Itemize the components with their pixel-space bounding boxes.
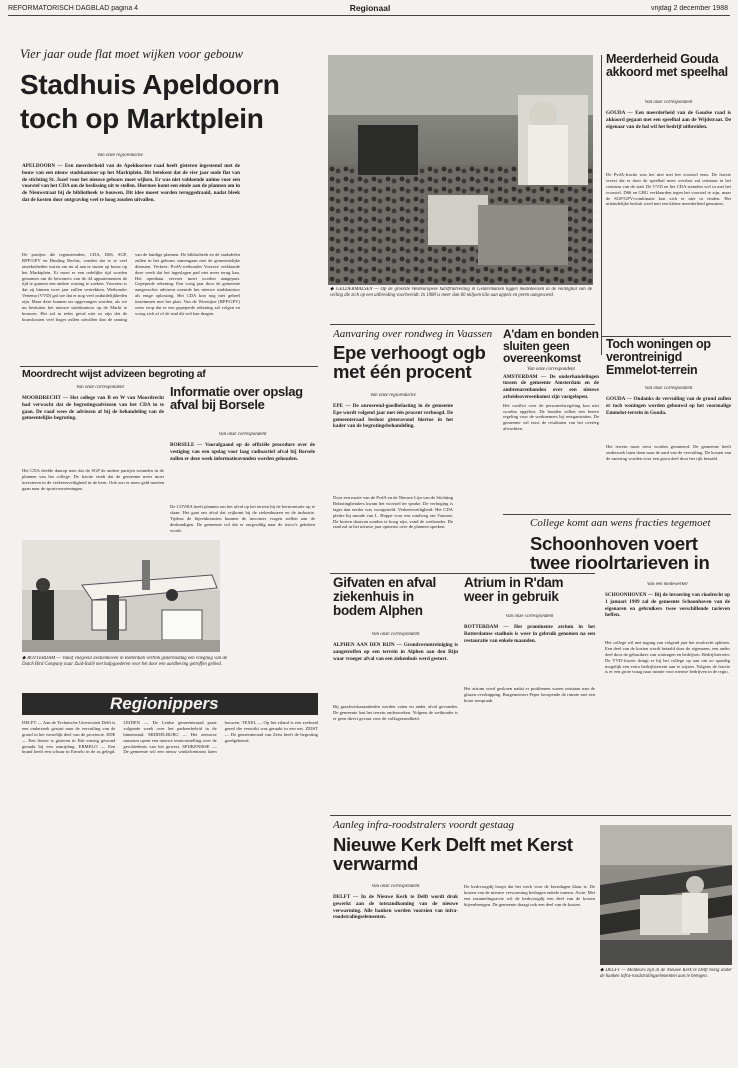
schoonhoven-rule: [503, 514, 731, 515]
church-body-cont: [600, 1004, 732, 1060]
vaassen-body: Door een motie van de PvdA en de Nieuwe Lijn van de Stichting Belastingbetalers kwam het voorstel ter sprake. De verhoging is lager dan eerder was voorgesteld. Verkeersveiligheid: Het CDA pleitte bij monde van L. Hoppe voor een rondweg om Vaassen. De kosten daarvan zouden te hoog zijn, vond de wethouder. De raad zal in het nieuwe jaar opnieuw over de plannen spreken.: [333, 495, 453, 530]
airport-photo: [22, 540, 220, 652]
schoonhoven-lede: SCHOONHOVEN — Bij de invoering van rioolrecht op 1 januari 1989 zal de gemeente Schoonhoven van de eigenaren en gebruikers twee verschillende tarieven heffen.: [605, 592, 730, 619]
atrium-headline: Atrium in R'dam weer in gebruik: [464, 576, 564, 604]
nieuwekerk-rule: [330, 815, 731, 816]
ziekenhuis-byline: Van onze correspondent: [371, 632, 420, 637]
moordrecht-lede: MOORDRECHT — Het college van B en W van Moordrecht had verwacht dat de begrotingsadviezen van het CDA in te gaan. De raad wees de adviezen af bij de behandeling van de gemeentelijke begroting.: [22, 395, 164, 422]
emmelot-headline: Toch woningen op verontreinigd Emmelot-terrein: [606, 338, 711, 377]
church-photo: [600, 825, 732, 965]
ziekenhuis-lede: ALPHEN AAN DEN RIJN — Grondverontreiniging is aangetroffen op een terrein in Alphen aan den Rijn waar vroeger afval van een ziekenhuis werd gestort.: [333, 642, 458, 662]
atrium-body: Het atrium werd gesloten nadat er problemen waren ontstaan met de glazen overkapping. Burgemeester Peper heropende de ruimte met een korte toespraak.: [464, 686, 595, 703]
atrium-byline: Van onze correspondent: [505, 614, 554, 619]
header-left: REFORMATORISCH DAGBLAD pagina 4: [8, 5, 139, 12]
market-photo-caption: ◆ GELDERMALSEN — Op de grootste Westeuropese hardfruitveiling in Geldermalsen liggen mededeelsen in de veilinghal van de veiling die zich op een uitbreiding voorbereidt. In 1988 is meer dan 60 miljoen kilo aan appels en peren aangevoerd.: [330, 287, 592, 299]
atrium-lede: ROTTERDAM — Het prominente atrium in het Rotterdamse stadhuis is weer in gebruik genomen na een restauratie van enkele maanden.: [464, 624, 595, 644]
moordrecht-body: Het CDA deelde daarop mee dat de SGP de andere partijen steunden in de plannen van het college. De fractie vindt dat de gemeente meer moet investeren in de verkeersveiligheid in de kern. Ook zou er meer geld moeten gaan naar de sportvoorzieningen.: [22, 468, 164, 491]
vaassen-headline: Epe verhoogt ogb met één procent: [333, 344, 486, 382]
regionippers-title: Regionippers: [110, 694, 219, 713]
airport-photo-caption: ◆ ROTTERDAM — Vanaf vliegveld Zestienhoven in Rotterdam vertrok gistermiddag een vliegtuig van de Dutch Bird Company naar Zuid-Italië met hulpgoederen voor het door een aardbeving getroffen gebied.: [22, 656, 227, 668]
regionippers-banner: [22, 693, 318, 715]
vaassen-rule: [330, 324, 595, 325]
borsele-lede: BORSELE — Voorafgaand op de officiële procedure over de vestiging van een opslag voor laag radioactief afval bij Borsele zullen er deze week informatieavonden worden gehouden.: [170, 442, 315, 462]
gouda-lede: GOUDA — Een meerderheid van de Goudse raad is akkoord gegaan met een speelhal aan de Wijdstraat. De eigenaar van de hal wil het bedrijf uitbreiden.: [606, 110, 731, 130]
apeldoorn-headline-2: toch op Marktplein: [20, 105, 264, 134]
ziekenhuis-headline: Gifvaten en afval ziekenhuis in bodem Alphen: [333, 576, 436, 618]
borsele-body: De COVRA heeft plannen om het afval op het terrein bij de kerncentrale op te slaan. Het gaat om afval dat vrijkomt bij de ziekenhuizen en de industrie. Tijdens de bijeenkomsten kunnen de inwoners vragen stellen aan de deskundigen. De gemeente wil dat er zorgvuldig naar de risico's gekeken wordt.: [170, 504, 315, 533]
airport-caption-text: ROTTERDAM — Vanaf vliegveld Zestienhoven in Rotterdam vertrok gistermiddag een vliegtuig van de Dutch Bird Company naar Zuid-Italië met hulpgoederen voor het door een aardbeving getroffen gebied.: [22, 656, 227, 668]
schoonhoven-kicker: College komt aan wens fracties tegemoet: [530, 517, 711, 529]
header-rule: [8, 15, 730, 16]
gouda-column-rule: [601, 55, 602, 355]
nieuwekerk-kicker: Aanleg infra-roodstralers voordt gestaag: [333, 819, 514, 831]
church-caption-text: DELFT — Monteurs zijn in de Nieuwe Kerk te Delft bezig onder de banken infra-roodstralingselementen aan te brengen.: [600, 968, 732, 980]
adam-byline: Van onze correspondent: [527, 366, 575, 372]
church-photo-caption: ◆ DELFT — Monteurs zijn in de Nieuwe Kerk te Delft bezig onder de banken infra-roodstralingselementen aan te brengen.: [600, 968, 732, 980]
apeldoorn-lede: APELDOORN — Een meerderheid van de Apeldoornse raad heeft gisteren ingestemd met de bouw van een nieuw stadskantoor op het Marktplein. Dit betekent dat de vier jaar oude flat van de stichting St. Jozef voor het nieuwe gebouw moet wijken. Er was niet voldoende animo voor een voorstel van het CDA om de beslissing uit te stellen. Hiermee komt een einde aan de plannen om in de Nieuwstraat bij de bibliotheek te bouwen. Dit idee moest worden teruggedraaid, nadat bleek dat de kosten door ontgraving veel te hoog zouden uitvallen.: [22, 163, 240, 203]
nieuwekerk-headline: Nieuwe Kerk Delft met Kerst verwarmd: [333, 836, 573, 874]
moordrecht-byline: Van onze correspondent: [76, 385, 124, 390]
airport-photo-image: [22, 540, 220, 652]
emmelot-body: Het terrein moet eerst worden gesaneerd. De gemeente heeft onderzoek laten doen naar de aard van de vervuiling. De kosten van de sanering worden voor een groot deel door het rijk betaald.: [606, 444, 731, 461]
adam-article: [503, 328, 599, 514]
regionippers-body: DELFT — Aan de Technische Universiteit Delft is een onderzoek gestart naar de vervuiling van de grond in het westelijk deel van de provincie. EDE — Een fietser is gisteren in Ede ernstig gewond geraakt bij een aanrijding. ERMELO — Een brand heeft een schuur in Ermelo in de as gelegd. LEIDEN — De Leidse gemeenteraad praat volgende week over het parkeerbeleid in de binnenstad. MIDDELBURG — Het zeeuwse museum opent een nieuwe tentoonstelling over de geschiedenis van het gewest. SPIJKENISSE — De gemeente wil een nieuw winkelcentrum laten bouwen. TEXEL — Op het eiland is een zeehond gered die verstrikt was geraakt in een net. ZEIST — De gemeenteraad van Zeist heeft de begroting goedgekeurd.: [22, 720, 318, 755]
market-photo-image: [328, 55, 593, 285]
adam-body: Het conflict over de personeelsregeling kon niet worden opgelost. De bonden willen een betere regeling voor de werknemers bij reorganisaties. De gemeente wil eerst de resultaten van het overleg afwachten.: [503, 402, 599, 432]
emmelot-byline: Van onze correspondent: [644, 386, 693, 391]
ziekenhuis-body: Bij graafwerkzaamheden werden vaten en ander afval gevonden. De gemeente laat het terrein onderzoeken. Volgens de wethouder is er geen direct gevaar voor de volksgezondheid.: [333, 704, 458, 721]
adam-lede: AMSTERDAM — De onderhandelingen tussen de gemeente Amsterdam en de ambtenarenbonden over een nieuwe arbeidsovereenkomst zijn vastgelopen.: [503, 373, 599, 400]
adam-headline: A'dam en bonden sluiten geen overeenkomst: [503, 328, 599, 366]
schoonhoven-headline: Schoonhoven voert twee rioolrtarieven in: [530, 535, 710, 573]
moordrecht-headline: Moordrecht wijst advizeen begroting af: [22, 369, 206, 380]
apeldoorn-byline: Van onze regioredactie: [97, 153, 143, 158]
apeldoorn-headline-1: Stadhuis Apeldoorn: [20, 71, 280, 100]
nieuwekerk-byline: Van onze correspondent: [371, 884, 420, 889]
gouda-body: De PvdA-fractie was het niet met het voorstel eens. De fractie vreest dat er door de speelhal meer overlast zal ontstaan in het centrum van de stad. De VVD en het CDA stemden wel in met het voorstel. D66 en GBG verklaarden tegen het voorstel te zijn, maar de SGP/GPV-combinatie kon zich er niet in vinden. Het uiteindelijke besluit werd met een kleine meerderheid genomen.: [606, 172, 731, 207]
vaassen-lede: EPE — De onroerend-goedbelasting in de gemeente Epe wordt volgend jaar met één procent verhoogd. De gemeenteraad besloot gisteravond hiertoe in het kader van de begrotingsbehandeling.: [333, 403, 453, 430]
apeldoorn-body-cont: [248, 153, 316, 363]
market-caption-text: GELDERMALSEN — Op de grootste Westeuropese hardfruitveiling in Geldermalsen liggen mededeelsen in de veilinghal van de veiling die zich op een uitbreiding voorbereidt. In 1988 is meer dan 60 miljoen kilo aan appels en peren aangevoerd.: [330, 287, 592, 299]
header-date: vrijdag 2 december 1988: [650, 5, 728, 12]
schoonhoven-body: Het college wil met ingang van volgend jaar het rioolrecht splitsen. Een deel van de kosten wordt betaald door de eigenaren, een ander deel door de gebruikers van woningen en bedrijven. Bedrijfsterrein: De VVD-fractie dringt er bij het college op aan om zo spoedig mogelijk een extra bedrijfsterrein aan te wijzen. Volgens de fractie is er een grote vraag naar ruimte voor nieuwe bedrijven in de regio.: [605, 640, 730, 675]
gouda-headline: Meerderheid Gouda akkoord met speelhal: [606, 53, 728, 79]
vaassen-byline: Van onze regioredactie: [370, 393, 416, 398]
vaassen-body-cont: [460, 393, 498, 571]
vaassen-kicker: Aanvaring over rondweg in Vaassen: [333, 328, 493, 340]
moordrecht-rule: [20, 366, 318, 367]
nieuwekerk-body-cont: [333, 975, 458, 1060]
borsele-byline: Van onze correspondent: [218, 432, 267, 437]
gouda-byline: Van onze correspondent: [644, 100, 693, 105]
market-photo: [328, 55, 593, 285]
nieuwekerk-lede: DELFT — In de Nieuwe Kerk te Delft wordt druk gewerkt aan de totstandkoming van de nieuwe verwarming. Alle banken worden voorzien van infra-roodstralingselementen.: [333, 894, 458, 921]
apeldoorn-body: De partijen die tegenstemden, CDA, D66, SGP, RPF/GPV en Binding Rechts, vonden dat er te veel onzekerheden waren om nu al aan te sturen op bouw op het Marktplein. Er moet er een redelijke tijd worden genomen om de bewoners van de 44 appartementen de tijd te gunnen een andere woning te zoeken. Voorzien is dat zij binnen twee jaar zullen vertrekken. Wethouder Venema (VVD) gaf toe dat er nog veel onduidelijkheden zijn. Maar deze kunnen nu opgevangen worden, als we nu besluiten het nieuwe stadskantoor op de Markt te bouwen. Het zal in ieder geval niet zo zijn dat de bouwkosten veel hoger zullen uitvallen dan de raming van de huidige plannen. De bibliotheek en de stadsdelen zullen in het gebouw samengaan met de gemeentelijke diensten. Verkeer: PvdA-wethouder Voorzee verklaarde deze week dat het ingeslagen pad niet meer terug kan. Het openbaar vervoer moet worden aangepast. Gepeperde rekening: Een vorig jaar door de gemeente aangezochte adviseur noemde het nieuwe stadskantoor als enige oplossing. Het CDA kon nog niet geheel instemmen met het plan. Van de Woestijne (RPF/GPV) wees erop dat er een gepeperde rekening zal volgen en vroeg zich af of de stad dit wel kan dragen.: [22, 252, 240, 322]
schoonhoven-byline: Van een medewerker: [646, 582, 689, 587]
nieuwekerk-body: De kerkvoogdij hoopt dat het werk voor de kerstdagen klaar is. De kosten van de nieuwe verwarming bedragen enkele tonnen. Actie: Met een inzamelingsactie wil de kerkvoogdij een deel van de kosten bijeenbrengen. De gemeente draagt ook een deel van de kosten.: [464, 884, 595, 907]
church-photo-image: [600, 825, 732, 965]
apeldoorn-kicker: Vier jaar oude flat moet wijken voor gebouw: [20, 48, 243, 61]
emmelot-rule: [601, 336, 731, 337]
header-section: Regionaal: [349, 3, 391, 13]
borsele-headline: Informatie over opslag afval bij Borsele: [170, 385, 303, 413]
emmelot-lede: GOUDA — Ondanks de vervuiling van de grond zullen er toch woningen worden gebouwd op het voormalige Emmelot-terrein in Gouda.: [606, 396, 731, 416]
